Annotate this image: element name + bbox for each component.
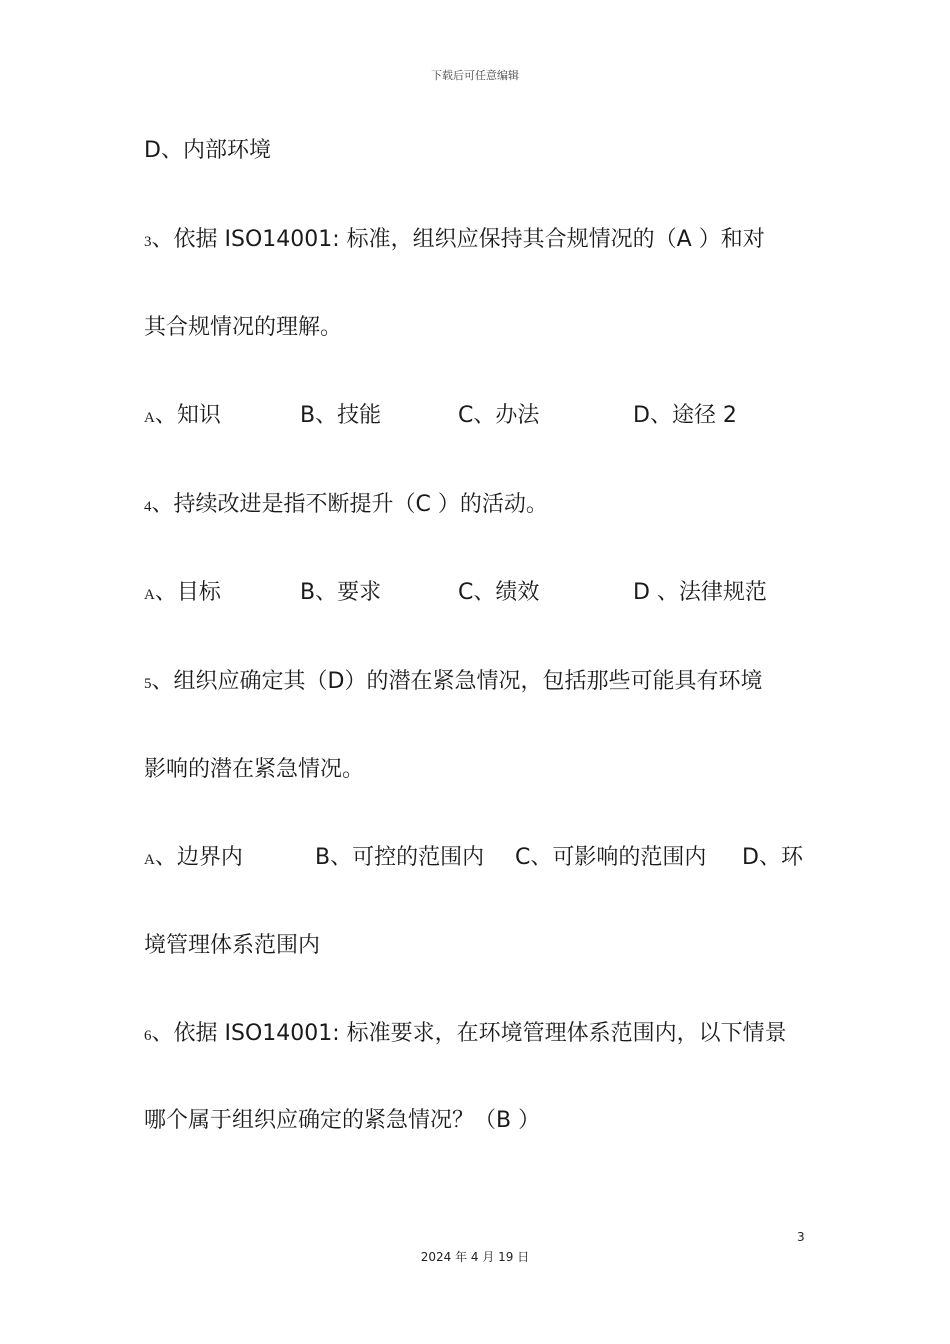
question-3-option-b: B、技能 <box>300 403 382 428</box>
question-4-options <box>144 578 824 608</box>
question-5-option-d: D、环 <box>742 845 803 870</box>
question-4-number: 4 <box>144 499 152 515</box>
question-3-options <box>144 401 824 431</box>
question-3-option-a <box>144 401 221 433</box>
option-d-internal-environment: D、内部环境 <box>144 138 271 163</box>
question-3-option-c: C、办法 <box>458 403 540 428</box>
question-3-line-1 <box>144 225 765 257</box>
question-5-option-d-continued: 境管理体系范围内 <box>144 933 321 958</box>
question-3-number: 3 <box>144 234 152 250</box>
question-4-option-b: B、要求 <box>300 580 382 605</box>
question-4-option-d: D 、法律规范 <box>633 580 767 605</box>
question-5-line-1 <box>144 667 762 699</box>
question-5-number: 5 <box>144 676 152 692</box>
option-a-letter: A <box>144 410 155 426</box>
question-6-text: 、依据 ISO14001: 标准要求，在环境管理体系范围内，以下情景 <box>151 1021 787 1046</box>
question-5-text: 、组织应确定其（D）的潜在紧急情况，包括那些可能具有环境 <box>151 669 763 694</box>
question-4-option-a <box>144 578 221 610</box>
question-6-line-2: 哪个属于组织应确定的紧急情况？（B ） <box>144 1108 541 1133</box>
question-5-line-2: 影响的潜在紧急情况。 <box>144 757 365 782</box>
question-5-option-a <box>144 843 243 875</box>
page-header: 下载后可任意编辑 <box>431 69 519 82</box>
page-number: 3 <box>797 1230 805 1244</box>
option-a-text: 、目标 <box>154 580 221 605</box>
question-4-text: 、持续改进是指不断提升（C ）的活动。 <box>151 492 548 517</box>
question-5-option-b: B、可控的范围内 <box>315 845 485 870</box>
option-a-text: 、知识 <box>154 403 221 428</box>
question-3-option-d: D、途径 2 <box>633 403 737 428</box>
option-a-text: 、边界内 <box>154 845 243 870</box>
question-5-option-c: C、可影响的范围内 <box>515 845 707 870</box>
question-6-number: 6 <box>144 1028 152 1044</box>
option-a-letter: A <box>144 852 155 868</box>
question-5-options <box>144 843 824 873</box>
question-6-line-1 <box>144 1019 787 1051</box>
question-3-text: 、依据 ISO14001: 标准，组织应保持其合规情况的（A ）和对 <box>151 227 765 252</box>
option-a-letter: A <box>144 587 155 603</box>
question-4-line-1 <box>144 490 548 522</box>
question-3-line-2: 其合规情况的理解。 <box>144 315 343 340</box>
question-4-option-c: C、绩效 <box>458 580 540 605</box>
footer-date: 2024 年 4 月 19 日 <box>420 1250 530 1264</box>
